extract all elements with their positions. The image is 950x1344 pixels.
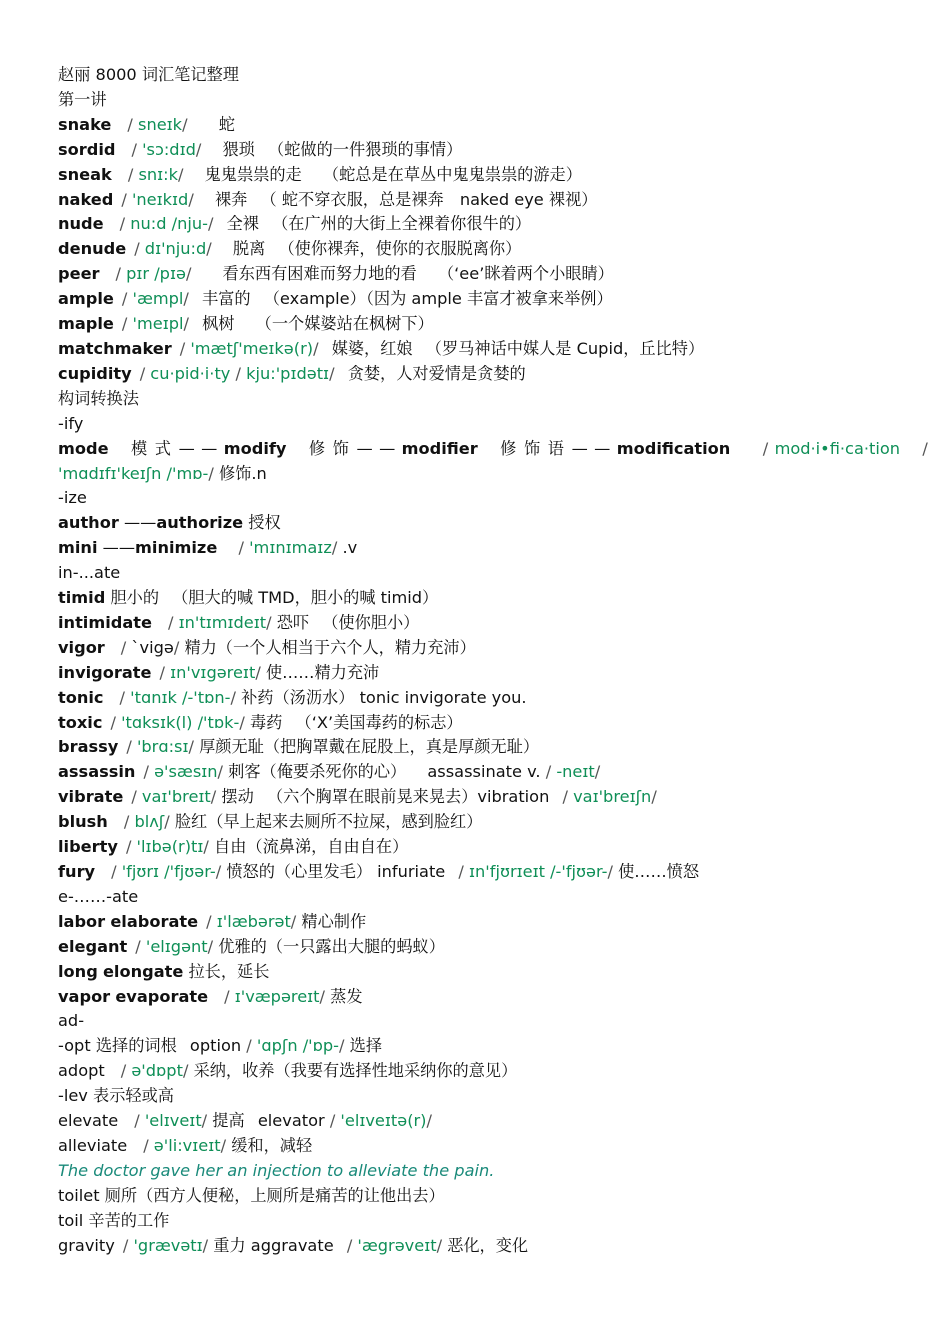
phonetic: dɪ'nju:d xyxy=(144,239,207,259)
document-title: 赵丽 8000 词汇笔记整理 xyxy=(58,65,239,84)
root-lev: -lev 表示轻或高 xyxy=(58,1086,174,1106)
entry-elegant: elegant / 'elɪgənt/ 优雅的（一只露出大腿的蚂蚁） xyxy=(58,936,445,956)
entry-intimidate: intimidate / ɪn'tɪmɪdeɪt/ 恐吓 （使你胆小） xyxy=(58,612,420,632)
entry-tonic: tonic / 'tɑnɪk /-'tɒn-/ 补药（汤沥水） tonic invigorate you. xyxy=(58,687,527,707)
entry-evaporate: vapor evaporate / ɪ'væpəreɪt/ 蒸发 xyxy=(58,986,363,1006)
meaning: 脱离 xyxy=(232,239,266,259)
entry-nude: nude / nu:d /nju-/ 全裸 （在广州的大街上全裸着你很牛的） xyxy=(58,214,532,234)
entry-author: author ——authorize 授权 xyxy=(58,513,281,533)
headword: cupidity xyxy=(58,363,132,383)
entry-blush: blush / blʌʃ/ 脸红（早上起来去厕所不拉屎，感到脸红） xyxy=(58,812,483,832)
entry-denude: denude / dɪ'nju:d/ 脱离 （使你裸奔，使你的衣服脱离你） xyxy=(58,239,522,259)
entry-ample: ample / 'æmpl/ 丰富的 （example）（因为 ample 丰富才被拿来举例） xyxy=(58,289,613,309)
phonetic: 'mætʃ'meɪkə(r) xyxy=(190,338,314,358)
headword: naked xyxy=(58,189,114,209)
meaning: 全裸 xyxy=(226,214,259,234)
entry-vigor: vigor / `vigə/ 精力（一个人相当于六个人，精力充沛） xyxy=(58,637,476,657)
entry-elevate: elevate / 'elɪveɪt/ 提高 elevator / 'elɪveɪtə(r)/ xyxy=(58,1111,432,1131)
entry-toxic: toxic / 'tɑksɪk(l) /'tɒk-/ 毒药 （‘X’美国毒药的标志） xyxy=(58,712,463,732)
entry-mini: mini ——minimize / 'mɪnɪmaɪz/ .v xyxy=(58,538,358,558)
entry-sordid: sordid / 'sɔ:dɪd/ 猥琐 （蛇做的一件猥琐的事情） xyxy=(58,139,463,159)
prefix-heading: ad- xyxy=(58,1011,85,1031)
entry-maple: maple / 'meɪpl/ 枫树 （一个媒婆站在枫树下） xyxy=(58,314,434,334)
entry-liberty: liberty / 'lɪbə(r)tɪ/ 自由（流鼻涕，自由自在） xyxy=(58,837,409,857)
meaning: 枫树 xyxy=(202,314,235,334)
note: （在广州的大街上全裸着你很牛的） xyxy=(272,214,532,234)
entry-toil: toil 辛苦的工作 xyxy=(58,1210,170,1230)
headword: peer xyxy=(58,264,100,284)
note: （使你裸奔，使你的衣服脱离你） xyxy=(278,239,522,259)
note: （‘ee’眯着两个小眼睛） xyxy=(437,264,614,284)
headword: sordid xyxy=(58,139,116,159)
document-body xyxy=(58,63,928,1259)
headword: denude xyxy=(58,239,127,259)
entry-vibrate: vibrate / vaɪ'breɪt/ 摆动 （六个胸罩在眼前晃来晃去）vibration / vaɪ'breɪʃn/ xyxy=(58,787,657,807)
note: （罗马神话中媒人是 Cupid，丘比特） xyxy=(425,338,705,358)
entry-elaborate: labor elaborate / ɪ'læbərət/ 精心制作 xyxy=(58,911,367,931)
entry-matchmaker: matchmaker / 'mætʃ'meɪkə(r)/ 媒婆，红娘 （罗马神话中媒人是 Cupid，丘比特） xyxy=(58,338,705,358)
meaning: 贪婪，人对爱情是贪婪的 xyxy=(347,363,526,383)
note: （example）（因为 ample 丰富才被拿来举例） xyxy=(263,289,613,309)
entry-naked: naked / 'neɪkɪd/ 裸奔 （ 蛇不穿衣服，总是裸奔 naked eye 裸视） xyxy=(58,189,598,209)
phonetic: 'æmpl xyxy=(132,289,184,309)
entry-mode: mode 模 式 — — modify 修 饰 — — modifier 修 饰 语 — — modification / mod·i•fi·ca·tion / 'mɑdɪfɪ'keɪʃn /'mɒ-/ 修饰.n xyxy=(58,438,928,483)
entry-alleviate: alleviate / ə'li:vɪeɪt/ 缓和，减轻 xyxy=(58,1135,313,1155)
entry-adopt: adopt / ə'dɒpt/ 采纳，收养（我要有选择性地采纳你的意见） xyxy=(58,1061,518,1081)
entry-fury: fury / 'fjʊrɪ /'fjʊər-/ 愤怒的（心里发毛） infuriate / ɪn'fjʊrɪeɪt /-'fjʊər-/ 使……愤怒 xyxy=(58,862,700,881)
suffix-heading: -ize xyxy=(58,488,87,508)
meaning: 猥琐 xyxy=(222,139,255,159)
suffix-heading: -ify xyxy=(58,413,84,433)
note: （一个媒婆站在枫树下） xyxy=(255,314,434,334)
entry-invigorate: invigorate / ɪn'vɪgəreɪt/ 使……精力充沛 xyxy=(58,662,380,682)
entry-brassy: brassy / 'brɑ:sɪ/ 厚颜无耻（把胸罩戴在屁股上，真是厚颜无耻） xyxy=(58,737,540,757)
example-sentence: The doctor gave her an injection to alleviate the pain. xyxy=(58,1160,495,1180)
entry-snake: snake / sneɪk/ 蛇 xyxy=(58,114,235,134)
note: （蛇做的一件猥琐的事情） xyxy=(268,139,463,159)
meaning: 媒婆，红娘 xyxy=(331,338,413,358)
prefix-heading: in-...ate xyxy=(58,563,121,583)
meaning: 裸奔 xyxy=(214,189,248,209)
headword: ample xyxy=(58,289,114,309)
prefix-heading: e-……-ate xyxy=(58,886,139,906)
headword: nude xyxy=(58,214,104,234)
entry-option: -opt 选择的词根 option / 'ɑpʃn /'ɒp-/ 选择 xyxy=(58,1036,383,1056)
meaning: 丰富的 xyxy=(202,289,251,309)
phonetic: 'sɔ:dɪd xyxy=(142,139,196,159)
headword: sneak xyxy=(58,164,112,184)
meaning: 看东西有困难而努力地的看 xyxy=(222,264,417,284)
phonetic: 'meɪpl xyxy=(132,314,184,334)
phonetic: sneɪk xyxy=(138,114,183,134)
headword: maple xyxy=(58,314,114,334)
lesson-heading: 第一讲 xyxy=(58,89,107,109)
entry-timid: timid 胆小的 （胆大的喊 TMD，胆小的喊 timid） xyxy=(58,588,439,608)
entry-gravity: gravity / 'grævətɪ/ 重力 aggravate / 'ægrəveɪt/ 恶化，变化 xyxy=(58,1235,529,1255)
syllabification: cu·pid·i·ty xyxy=(150,363,231,383)
meaning: 蛇 xyxy=(218,114,235,134)
phonetic: 'neɪkɪd xyxy=(131,189,189,209)
headword: snake xyxy=(58,114,112,134)
phonetic: pɪr /pɪə xyxy=(126,264,186,284)
entry-sneak: sneak / snɪ:k/ 鬼鬼祟祟的走 （蛇总是在草丛中鬼鬼祟祟的游走） xyxy=(58,164,582,184)
entry-cupidity: cupidity / cu·pid·i·ty / kju:'pɪdətɪ/ 贪婪，人对爱情是贪婪的 xyxy=(58,363,526,383)
phonetic: kju:'pɪdətɪ xyxy=(246,363,330,383)
section-heading: 构词转换法 xyxy=(58,388,139,408)
meaning: 鬼鬼祟祟的走 xyxy=(204,164,302,184)
entry-toilet: toilet 厕所（西方人便秘，上厕所是痛苦的让他出去） xyxy=(58,1185,445,1205)
phonetic: nu:d /nju- xyxy=(130,214,208,234)
headword: matchmaker xyxy=(58,338,172,358)
note: （蛇总是在草丛中鬼鬼祟祟的游走） xyxy=(322,164,582,184)
entry-elongate: long elongate 拉长，延长 xyxy=(58,961,270,981)
note: （ 蛇不穿衣服，总是裸奔 naked eye 裸视） xyxy=(260,189,598,209)
entry-assassin: assassin / ə'sæsɪn/ 刺客（俺要杀死你的心） assassinate v. / -neɪt/ xyxy=(58,762,601,782)
phonetic: snɪ:k xyxy=(138,164,178,184)
entry-peer: peer / pɪr /pɪə/ 看东西有困难而努力地的看 （‘ee’眯着两个小眼睛） xyxy=(58,264,614,284)
